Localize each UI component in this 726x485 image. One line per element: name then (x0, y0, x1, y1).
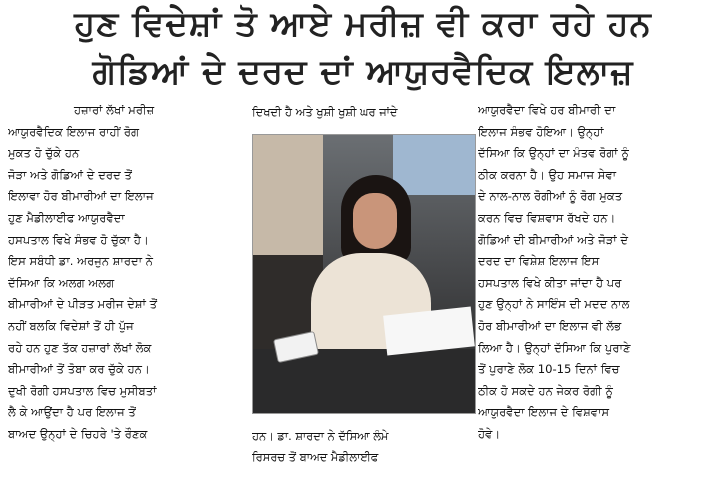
doctor-photo (252, 134, 476, 414)
text-line: ਹੋਰ ਬੀਮਾਰੀਆਂ ਦਾ ਇਲਾਜ ਵੀ ਲੱਭ (478, 318, 622, 333)
text-line: ਹਜ਼ਾਰਾਂ ਲੱਖਾਂ ਮਰੀਜ਼ (74, 103, 155, 117)
text-line: ਦੱਸਿਆ ਕਿ ਅਲਗ ਅਲਗ (8, 275, 115, 290)
text-line: ਦਰਦ ਦਾ ਵਿਸ਼ੇਸ਼ ਇਲਾਜ ਇਸ (478, 254, 600, 269)
text-line: ਦੇ ਨਾਲ-ਨਾਲ ਰੋਗੀਆਂ ਨੂੰ ਰੋਗ ਮੁਕਤ (478, 189, 623, 204)
text-line: ਮੁਕਤ ਹੋ ਚੁੱਕੇ ਹਨ (8, 146, 80, 161)
text-line: ਬੀਮਾਰੀਆਂ ਤੋਂ ਤੋਬਾ ਕਰ ਚੁੱਕੇ ਹਨ। (8, 362, 150, 377)
text-line: ਰਿਸਰਚ ਤੋਂ ਬਾਅਦ ਮੈਡੀਲਾਈਫ (252, 450, 379, 464)
text-line: ਲਿਆ ਹੈ। ਉਨ੍ਹਾਂ ਦੱਸਿਆ ਕਿ ਪੁਰਾਣੇ (478, 340, 631, 355)
text-line: ਇਸ ਸਬੰਧੀ ਡਾ. ਅਰਜੁਨ ਸ਼ਾਰਦਾ ਨੇ (8, 254, 153, 269)
text-line: ਦੁਖੀ ਰੋਗੀ ਹਸਪਤਾਲ ਵਿਚ ਮੁਸੀਬਤਾਂ (8, 383, 157, 398)
text-line: ਕਰਨ ਵਿਚ ਵਿਸ਼ਵਾਸ ਰੱਖਦੇ ਹਨ। (478, 210, 616, 225)
left-column (8, 100, 242, 446)
text-line: ਇਲਾਜ ਸੰਭਵ ਹੋਇਆ। ਉਨ੍ਹਾਂ (478, 124, 604, 139)
text-line: ਹਨ। ਡਾ. ਸ਼ਾਰਦਾ ਨੇ ਦੱਸਿਆ ਲੰਮੇ (252, 429, 389, 443)
text-line: ਦੱਸਿਆ ਕਿ ਉਨ੍ਹਾਂ ਦਾ ਮੰਤਵ ਰੋਗਾਂ ਨੂੰ (478, 146, 629, 161)
text-line: ਦਿਖਦੀ ਹੈ ਅਤੇ ਖੁਸ਼ੀ ਖੁਸ਼ੀ ਘਰ ਜਾਂਦੇ (252, 105, 398, 119)
text-line: ਹੋਵੇ। (478, 426, 501, 441)
headline-line-1: ਹੁਣ ਵਿਦੇਸ਼ਾਂ ਤੋ ਆਏ ਮਰੀਜ਼ ਵੀ ਕਰਾ ਰਹੇ ਹਨ (74, 4, 652, 44)
text-line: ਠੀਕ ਕਰਨਾ ਹੈ। ਉਹ ਸਮਾਜ ਸੇਵਾ (478, 167, 617, 182)
right-column (478, 100, 718, 446)
text-line: ਹਸਪਤਾਲ ਵਿਖੇ ਕੀਤਾ ਜਾਂਦਾ ਹੈ ਪਰ (478, 275, 622, 290)
text-line: ਲੈ ਕੇ ਆਉਂਦਾ ਹੈ ਪਰ ਇਲਾਜ ਤੋਂ (8, 405, 136, 420)
text-line: ਹੁਣ ਮੈਡੀਲਾਈਫ ਆਯੁਰਵੈਦਾ (8, 210, 125, 225)
headline-line-2: ਗੋਡਿਆਂ ਦੇ ਦਰਦ ਦਾਂ ਆਯੁਰਵੈਦਿਕ ਇਲਾਜ਼ (92, 52, 634, 92)
text-line: ਆਯੁਰਵੈਦਿਕ ਇਲਾਜ ਰਾਹੀਂ ਰੋਗ (8, 124, 140, 139)
text-line: ਤੋਂ ਪੁਰਾਣੇ ਲੋਕ 10-15 ਦਿਨਾਂ ਵਿਚ (478, 362, 620, 377)
text-line: ਬਾਅਦ ਉਨ੍ਹਾਂ ਦੇ ਚਿਹਰੇ 'ਤੇ ਰੌਣਕ (8, 426, 148, 441)
text-line: ਰਹੇ ਹਨ ਹੁਣ ਤੱਕ ਹਜ਼ਾਰਾਂ ਲੱਖਾਂ ਲੋਕ (8, 340, 152, 355)
text-line: ਜੋੜਾ ਅਤੇ ਗੋਡਿਆਂ ਦੇ ਦਰਦ ਤੋਂ (8, 167, 132, 182)
text-line: ਆਯੁਰਵੈਦਾ ਵਿਖੇ ਹਰ ਬੀਮਾਰੀ ਦਾ (478, 103, 616, 117)
text-line: ਆਯੁਰਵੈਦਾ ਇਲਾਜ ਦੇ ਵਿਸ਼ਵਾਸ (478, 405, 610, 420)
text-line: ਨਹੀਂ ਬਲਕਿ ਵਿਦੇਸ਼ਾਂ ਤੋਂ ਹੀ ਪੁੱਜ (8, 318, 134, 333)
text-line: ਹਸਪਤਾਲ ਵਿਖੇ ਸੰਭਵ ਹੋ ਚੁੱਕਾ ਹੈ। (8, 232, 149, 247)
text-line: ਹੁਣ ਉਨ੍ਹਾਂ ਨੇ ਸਾਇੰਸ ਦੀ ਮਦਦ ਨਾਲ (478, 297, 630, 312)
text-line: ਗੋਡਿਆਂ ਦੀ ਬੀਮਾਰੀਆਂ ਅਤੇ ਜੋੜਾਂ ਦੇ (478, 232, 629, 247)
text-line: ਬੀਮਾਰੀਆਂ ਦੇ ਪੀੜਤ ਮਰੀਜ ਦੇਸ਼ਾਂ ਤੋਂ (8, 297, 158, 312)
text-line: ਇਲਾਵਾ ਹੋਰ ਬੀਮਾਰੀਆਂ ਦਾ ਇਲਾਜ (8, 189, 154, 204)
middle-bottom-text (252, 426, 474, 468)
text-line: ਠੀਕ ਹੋ ਸਕਦੇ ਹਨ ਜੇਕਰ ਰੋਗੀ ਨੂੰ (478, 383, 613, 398)
middle-top-text (252, 102, 474, 123)
